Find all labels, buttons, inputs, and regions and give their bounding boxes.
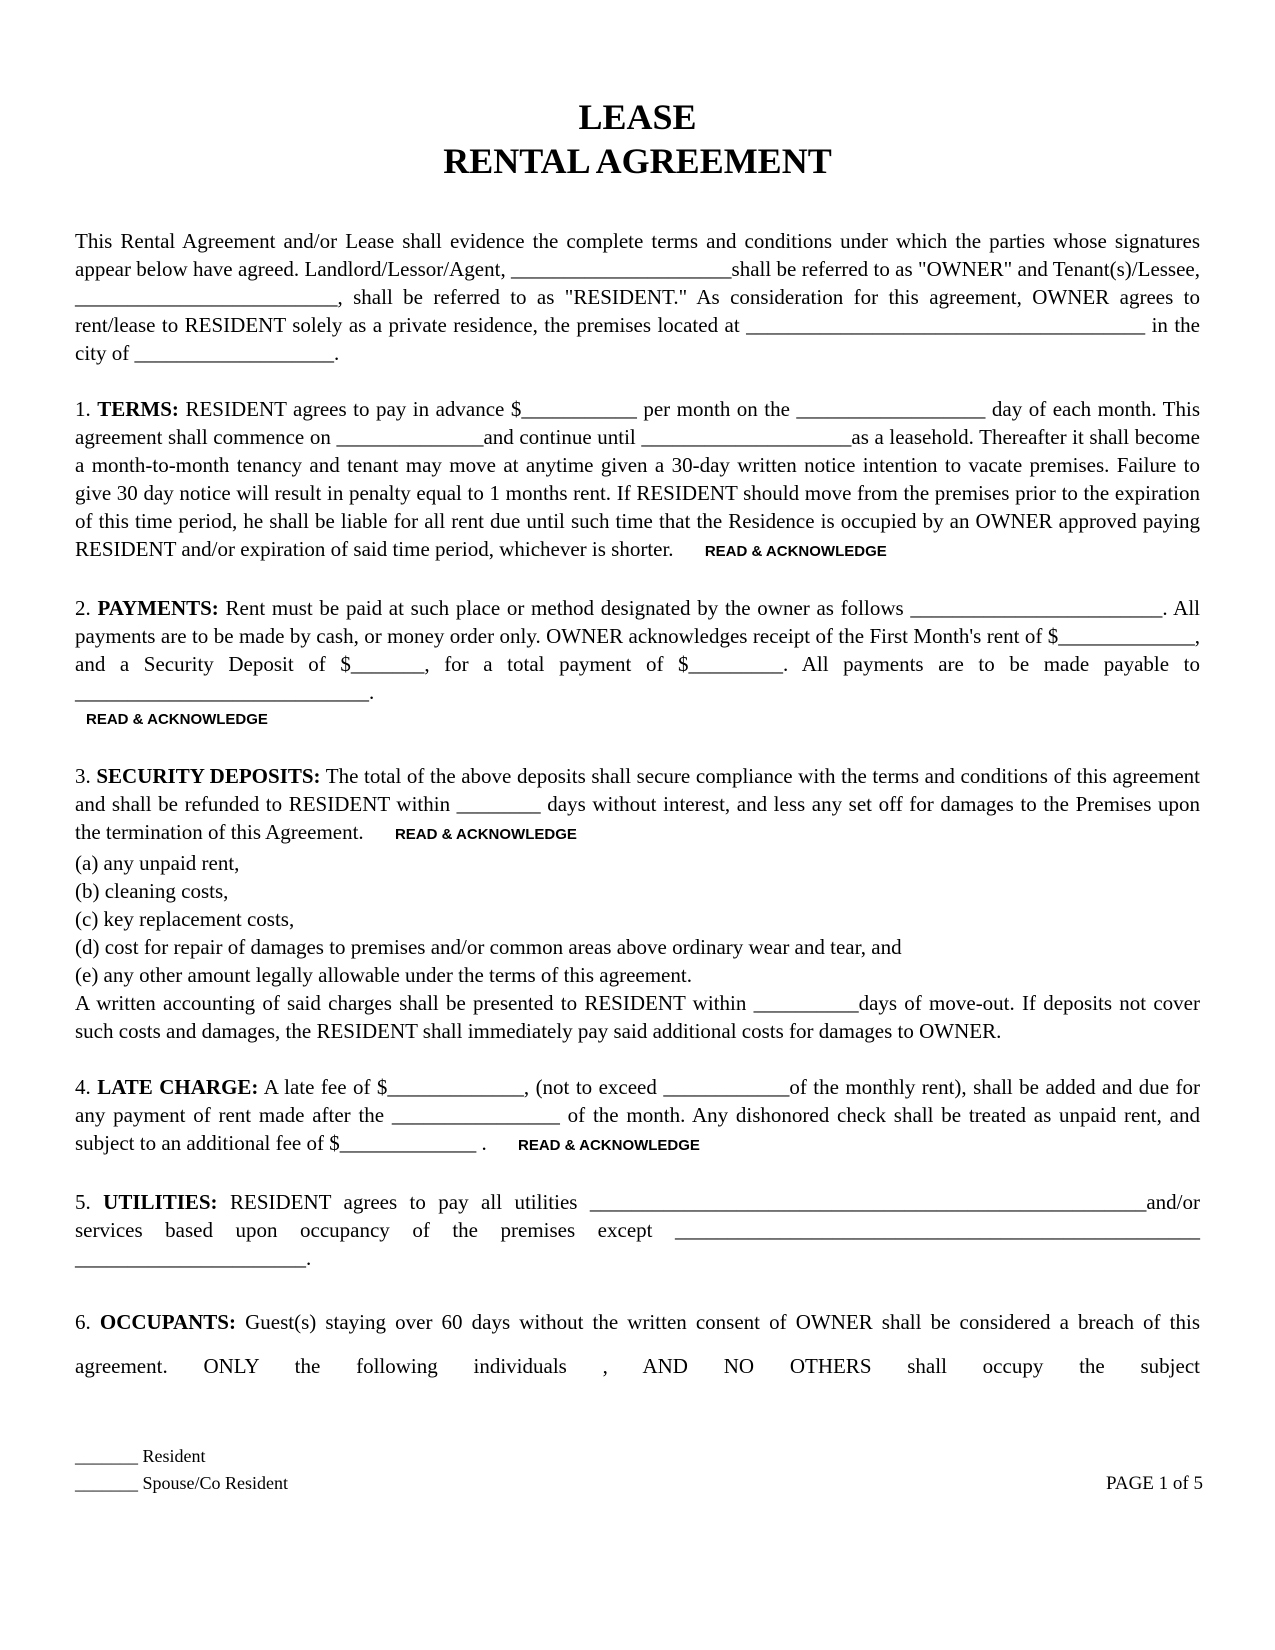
resident-initial-line: _______ Resident — [75, 1446, 206, 1466]
section-2-body: Rent must be paid at such place or method designated by the owner as follows ________________________. All payments are to be made by cash, or money order only. OWNER acknowledges receipt of the First Month's rent of $_____________, and a Security Deposit of $_______, for a total payment of $_________. All payments are to be made payable to ____________________________. — [75, 596, 1201, 704]
document-title — [75, 95, 1200, 183]
security-deduction-item: (a) any unpaid rent, — [75, 851, 240, 875]
section-1-body: RESIDENT agrees to pay in advance $___________ per month on the __________________ day of each month. This agreement shall commence on ______________and continue until ____________________as a leasehold. Thereafter it shall become a month-to-month tenancy and tenant may move at anytime given a 30-day written notice intention to vacate premises. Failure to give 30 day notice will result in penalty equal to 1 months rent. If RESIDENT should move from the premises prior to the expiration of this time period, he shall be liable for all rent due until such time that the Residence is occupied by an OWNER approved paying RESIDENT and/or expiration of said time period, whichever is shorter. — [75, 397, 1201, 561]
section-3-intro — [75, 762, 1200, 849]
section-5-utilities — [75, 1188, 1200, 1272]
section-5-body: RESIDENT agrees to pay all utilities _____________________________________________________and/or services based upon occupancy of the premises except __________________________________________________ ______________________. — [75, 1190, 1201, 1270]
section-4-number: 4. — [75, 1075, 91, 1099]
security-deduction-item: (e) any other amount legally allowable under the terms of this agreement. — [75, 963, 692, 987]
section-3-closing: A written accounting of said charges shall be presented to RESIDENT within __________days of move-out. If deposits not cover such costs and damages, the RESIDENT shall immediately pay said additional costs for damages to OWNER. — [75, 991, 1200, 1043]
section-6-heading: OCCUPANTS: — [99, 1310, 236, 1334]
section-2-heading: PAYMENTS: — [97, 596, 219, 620]
title-line-1: LEASE — [578, 97, 697, 137]
read-acknowledge-label: READ & ACKNOWLEDGE — [518, 1137, 700, 1154]
section-3-number: 3. — [75, 764, 91, 788]
section-6-body: Guest(s) staying over 60 days without the written consent of OWNER shall be considered a breach of this agreement. ONLY the following individuals , AND NO OTHERS shall occupy the subject — [75, 1310, 1200, 1378]
section-4-late-charge — [75, 1073, 1200, 1160]
section-5-number: 5. — [75, 1190, 91, 1214]
spouse-co-resident-initial-line: _______ Spouse/Co Resident — [75, 1473, 289, 1493]
section-4-heading: LATE CHARGE: — [97, 1075, 259, 1099]
page-number: PAGE 1 of 5 — [1106, 1473, 1203, 1494]
section-4-body: A late fee of $_____________, (not to exceed ____________of the monthly rent), shall be added and due for any payment of rent made after the ________________ of the month. Any dishonored check shall be treated as unpaid rent, and subject to an additional fee of $_____________ . — [75, 1075, 1201, 1155]
section-2-number: 2. — [75, 596, 91, 620]
section-1-number: 1. — [75, 397, 91, 421]
signature-initial-lines — [75, 1443, 288, 1497]
security-deduction-item: (b) cleaning costs, — [75, 879, 229, 903]
security-deduction-item: (d) cost for repair of damages to premises and/or common areas above ordinary wear and tear, and — [75, 935, 902, 959]
section-6-number: 6. — [75, 1310, 91, 1334]
read-acknowledge-label: READ & ACKNOWLEDGE — [704, 543, 887, 560]
intro-paragraph — [75, 227, 1200, 367]
section-3-heading: SECURITY DEPOSITS: — [96, 764, 321, 788]
section-5-heading: UTILITIES: — [103, 1190, 218, 1214]
section-3-security-deposits — [75, 762, 1200, 1045]
section-1-heading: TERMS: — [97, 397, 179, 421]
section-3-body: The total of the above deposits shall secure compliance with the terms and conditions of this agreement and shall be refunded to RESIDENT within ________ days without interest, and less any set off for damages to the Premises upon the termination of this Agreement. — [75, 764, 1201, 844]
section-6-occupants — [75, 1300, 1200, 1388]
section-2-payments — [75, 594, 1200, 734]
section-1-terms — [75, 395, 1200, 566]
read-acknowledge-label: READ & ACKNOWLEDGE — [86, 711, 268, 728]
page-footer — [75, 1443, 1203, 1497]
security-deduction-item: (c) key replacement costs, — [75, 907, 295, 931]
title-line-2: RENTAL AGREEMENT — [443, 141, 832, 181]
read-acknowledge-label: READ & ACKNOWLEDGE — [394, 826, 577, 843]
intro-text: This Rental Agreement and/or Lease shall evidence the complete terms and conditions under which the parties whose signatures appear below have agreed. Landlord/Lessor/Agent, _____________________shall be referred to as "OWNER" and Tenant(s)/Lessee, _________________________, shall be referred to as "RESIDENT." As consideration for this agreement, OWNER agrees to rent/lease to RESIDENT solely as a private residence, the premises located at ______________________________________ in the city of ___________________. — [75, 229, 1200, 365]
